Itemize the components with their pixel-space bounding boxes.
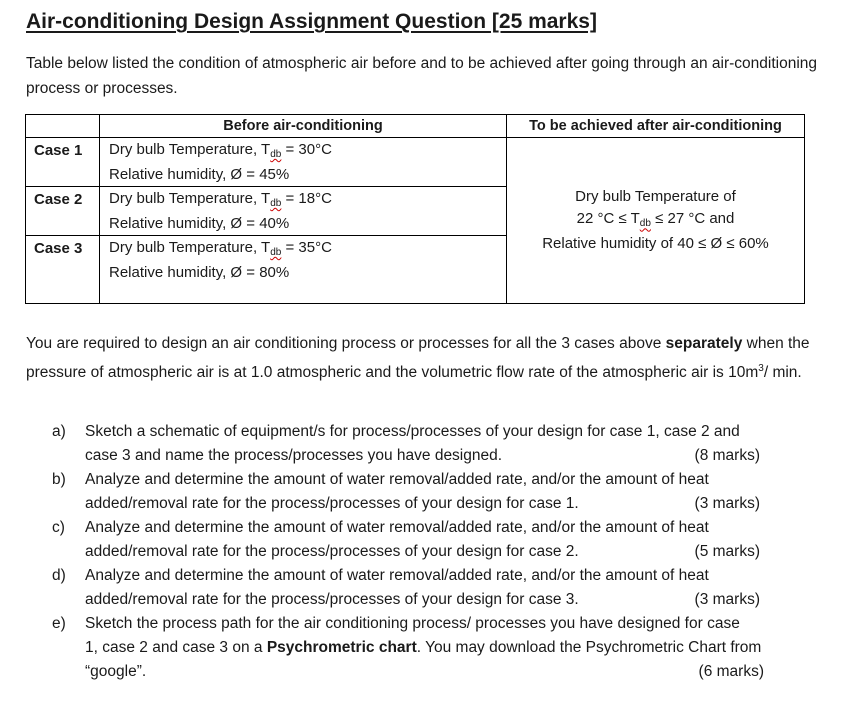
question-label: a) — [52, 423, 66, 440]
question-item: e) Sketch the process path for the air conditioning process/ processes you have designed for case 1, case 2 and case 3 on a Psychrometric chart. You may download the Psychrometric Chart from “google”. (6 marks) — [52, 612, 812, 684]
question-label: d) — [52, 567, 66, 584]
marks: (3 marks) — [694, 495, 760, 512]
question-item: a) Sketch a schematic of equipment/s for process/processes of your design for case 1, case 2 and case 3 and name the process/processes you have designed. (8 marks) — [52, 420, 812, 468]
question-label: b) — [52, 471, 66, 488]
assignment-title: Air-conditioning Design Assignment Question [25 marks] — [26, 10, 597, 33]
case-condition: Dry bulb Temperature, $T_{db} = 18^\circ C$ Relative humidity, Ø = 40% — [100, 187, 507, 236]
question-item: b) Analyze and determine the amount of water removal/added rate, and/or the amount of heat added/removal rate for the process/processes of your design for case 1. (3 marks) — [52, 468, 812, 516]
table-row — [26, 138, 805, 187]
question-item: d) Analyze and determine the amount of water removal/added rate, and/or the amount of heat added/removal rate for the process/processes of your design for case 3. (3 marks) — [52, 564, 812, 612]
marks: (3 marks) — [694, 591, 760, 608]
table-header-row — [26, 115, 805, 138]
intro-paragraph: Table below listed the condition of atmospheric air before and to be achieved after going through an air-conditioning process or processes. — [26, 55, 818, 97]
case-condition: Dry bulb Temperature, $T_{db} = 35^\circ C$ Relative humidity, Ø = 80% — [100, 236, 507, 304]
header-before: Before air-conditioning — [100, 115, 507, 138]
marks: (8 marks) — [694, 447, 760, 464]
header-after: To be achieved after air-conditioning — [507, 115, 805, 138]
case-label: Case 2 — [26, 187, 100, 236]
marks: (6 marks) — [698, 663, 764, 680]
target-condition: Dry bulb Temperature of 22 $^\circ C \le T_{db} \le 27$ °C and Relative humidity of 40 ≤ Ø ≤ 60% — [507, 138, 805, 304]
header-empty-cell — [26, 115, 100, 138]
question-list — [52, 420, 812, 684]
case-condition: Dry bulb Temperature, $T_{db} = 30^\circ C$ Relative humidity, Ø = 45% — [100, 138, 507, 187]
question-item: c) Analyze and determine the amount of water removal/added rate, and/or the amount of heat added/removal rate for the process/processes of your design for case 2. (5 marks) — [52, 516, 812, 564]
case-label: Case 1 — [26, 138, 100, 187]
conditions-table — [25, 114, 805, 304]
marks: (5 marks) — [694, 543, 760, 560]
requirement-paragraph: You are required to design an air conditioning process or processes for all the 3 cases above separately when the pressure of atmospheric air is at 1.0 atmospheric and the volumetric flow rate of the atmospheric air is $10m^3/$ min. — [26, 335, 810, 381]
case-label: Case 3 — [26, 236, 100, 304]
question-label: e) — [52, 615, 66, 632]
question-label: c) — [52, 519, 65, 536]
